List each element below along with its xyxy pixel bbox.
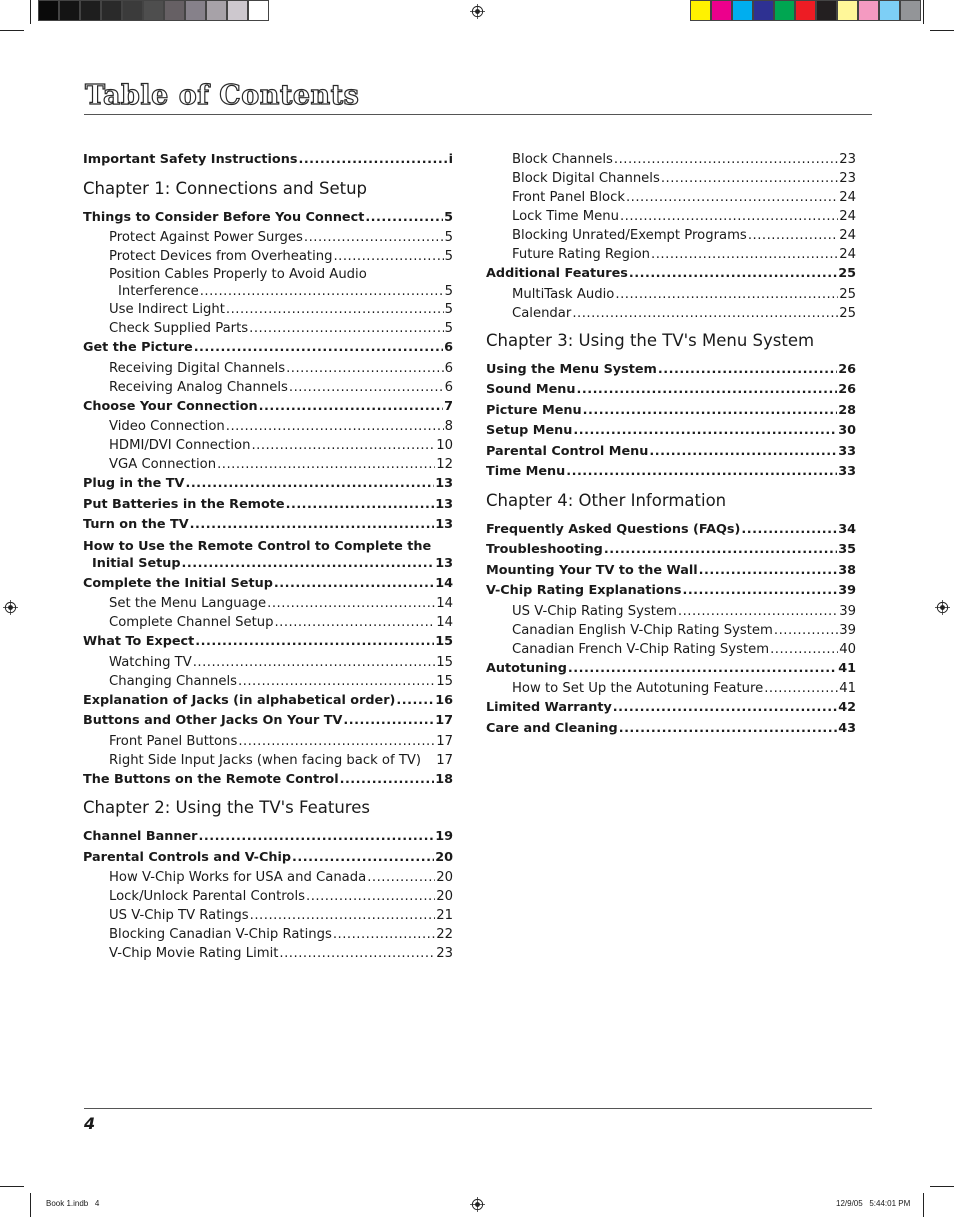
- registration-mark-icon: [3, 600, 18, 615]
- dot-leader: [774, 621, 838, 640]
- toc-entry[interactable]: [486, 304, 856, 323]
- toc-entry-label: Front Panel Block: [512, 190, 625, 205]
- dot-leader: [274, 574, 434, 595]
- toc-entry-page: 20: [435, 849, 453, 865]
- toc-entry-label: Right Side Input Jacks (when facing back of TV): [109, 752, 422, 768]
- dot-leader: [583, 401, 838, 422]
- toc-entry-page: 25: [838, 266, 856, 281]
- toc-entry-page: 12: [436, 457, 453, 472]
- dot-leader: [226, 300, 444, 319]
- dot-leader: [250, 906, 436, 925]
- toc-entry[interactable]: [486, 621, 856, 640]
- dot-leader: [620, 207, 838, 226]
- toc-entry-page: 5: [444, 321, 453, 336]
- toc-entry[interactable]: [83, 925, 453, 944]
- toc-entry-label: Protect Against Power Surges: [109, 230, 303, 245]
- toc-entry[interactable]: [486, 226, 856, 245]
- dot-leader: [200, 283, 444, 300]
- color-swatch: [227, 0, 248, 21]
- dot-leader: [614, 150, 838, 169]
- toc-entry-label: Things to Consider Before You Connect: [83, 209, 365, 225]
- toc-entry-label: Additional Features: [486, 266, 628, 281]
- toc-entry-page: 8: [444, 419, 453, 434]
- toc-entry[interactable]: [486, 401, 856, 422]
- toc-entry[interactable]: [83, 827, 453, 848]
- toc-entry-page: 7: [444, 398, 453, 414]
- toc-entry-page: 6: [444, 360, 453, 376]
- color-swatch: [164, 0, 185, 21]
- toc-entry-label: VGA Connection: [109, 457, 217, 472]
- toc-entry-label: Buttons and Other Jacks On Your TV: [83, 713, 343, 728]
- toc-entry-page: 24: [839, 247, 856, 262]
- toc-entry-label: Setup Menu: [486, 423, 573, 438]
- dot-leader: [699, 561, 838, 582]
- toc-entry[interactable]: [486, 421, 856, 442]
- dot-leader: [626, 188, 838, 207]
- toc-entry-label: How V-Chip Works for USA and Canada: [109, 870, 367, 885]
- dot-leader: [604, 540, 837, 561]
- toc-entry-label: Put Batteries in the Remote: [83, 496, 285, 512]
- dot-leader: [576, 380, 837, 401]
- toc-entry-page: 5: [444, 209, 453, 225]
- toc-entry[interactable]: [486, 602, 856, 621]
- toc-entry-page: 30: [838, 423, 856, 438]
- toc-entry-page: 38: [838, 562, 856, 578]
- registration-mark-icon: [470, 1197, 485, 1212]
- toc-entry-page: 13: [435, 476, 453, 491]
- toc-entry-label: Picture Menu: [486, 402, 582, 418]
- toc-entry[interactable]: [83, 495, 453, 516]
- toc-entry-page: 24: [839, 228, 856, 243]
- color-swatch: [711, 0, 732, 21]
- toc-entry[interactable]: [486, 561, 856, 582]
- toc-entry[interactable]: [83, 868, 453, 887]
- toc-entry-label: Receiving Analog Channels: [109, 379, 288, 395]
- crop-mark: [923, 1193, 924, 1217]
- toc-entry-label: Calendar: [512, 305, 572, 321]
- dot-leader: [651, 245, 838, 264]
- toc-entry[interactable]: [83, 555, 453, 572]
- toc-entry-page: 41: [838, 660, 856, 676]
- toc-entry[interactable]: [486, 659, 856, 680]
- toc-entry-label: Interference: [118, 284, 199, 299]
- dot-leader: [195, 632, 434, 653]
- toc-entry-page: 5: [444, 302, 453, 317]
- dot-leader: [185, 474, 434, 495]
- toc-entry[interactable]: [83, 653, 453, 672]
- slug-filename: Book 1.indb 4: [46, 1199, 100, 1208]
- toc-entry[interactable]: [83, 672, 453, 691]
- toc-entry-label: V-Chip Movie Rating Limit: [109, 946, 279, 961]
- toc-entry[interactable]: [486, 207, 856, 226]
- dot-leader: [764, 679, 838, 698]
- color-swatch: [795, 0, 816, 21]
- color-swatch: [732, 0, 753, 21]
- toc-entry-page: 18: [435, 771, 453, 787]
- dot-leader: [682, 581, 837, 602]
- toc-entry-page: 23: [839, 152, 856, 167]
- toc-entry-page: 25: [839, 286, 856, 302]
- dot-leader: [333, 925, 435, 944]
- toc-left-column: [83, 150, 453, 963]
- toc-entry[interactable]: [486, 169, 856, 188]
- toc-entry-label: US V-Chip TV Ratings: [109, 908, 249, 923]
- color-swatch: [59, 0, 80, 21]
- toc-entry-page: 20: [436, 889, 453, 904]
- toc-entry[interactable]: [486, 581, 856, 602]
- toc-entry-label: Set the Menu Language: [109, 596, 267, 611]
- toc-entry-page: 19: [435, 829, 453, 844]
- toc-entry[interactable]: [486, 360, 856, 381]
- dot-leader: [190, 515, 435, 536]
- toc-entry-label: Video Connection: [109, 419, 225, 434]
- toc-entry[interactable]: [83, 208, 453, 229]
- dot-leader: [658, 360, 837, 381]
- toc-right-column: [486, 150, 856, 739]
- dot-leader: [340, 770, 435, 791]
- dot-leader: [615, 285, 838, 304]
- toc-entry-page: 15: [436, 673, 453, 689]
- toc-entry[interactable]: [83, 632, 453, 653]
- toc-entry-label: Initial Setup: [92, 555, 181, 571]
- color-swatch: [122, 0, 143, 21]
- dot-leader: [289, 378, 444, 397]
- toc-entry-label: The Buttons on the Remote Control: [83, 771, 339, 787]
- toc-entry-page: 16: [435, 692, 453, 708]
- toc-entry-page: 40: [839, 641, 856, 657]
- toc-entry-label: Blocking Unrated/Exempt Programs: [512, 228, 747, 243]
- dot-leader: [238, 732, 435, 751]
- toc-entry-page: 5: [444, 284, 453, 299]
- toc-entry-page: 23: [436, 946, 453, 961]
- dot-leader: [292, 848, 434, 869]
- toc-entry[interactable]: [486, 640, 856, 659]
- page-title: Table of Contents: [85, 80, 360, 111]
- color-swatch: [900, 0, 921, 21]
- toc-entry-label: Complete Channel Setup: [109, 615, 274, 630]
- toc-entry[interactable]: [486, 540, 856, 561]
- toc-entry-page: 28: [838, 402, 856, 418]
- dot-leader: [306, 887, 435, 906]
- toc-entry[interactable]: [486, 520, 856, 541]
- crop-mark: [0, 30, 24, 31]
- dot-leader: [267, 594, 435, 613]
- toc-entry-label: MultiTask Audio: [512, 286, 615, 302]
- toc-entry-label: Parental Controls and V-Chip: [83, 849, 292, 865]
- dot-leader: [649, 442, 837, 463]
- dot-leader: [629, 264, 837, 285]
- grayscale-color-bar: [38, 0, 269, 21]
- toc-entry-label: Care and Cleaning: [486, 720, 618, 736]
- toc-entry-page: 14: [436, 615, 453, 630]
- toc-entry-page: 24: [839, 209, 856, 224]
- toc-entry[interactable]: [109, 283, 453, 300]
- toc-entry-label: Block Channels: [512, 152, 613, 167]
- toc-entry[interactable]: [83, 300, 453, 319]
- color-swatch: [143, 0, 164, 21]
- toc-entry-label: HDMI/DVI Connection: [109, 438, 251, 453]
- toc-entry-label: V-Chip Rating Explanations: [486, 583, 682, 598]
- toc-entry-page: 22: [436, 927, 453, 942]
- toc-entry-label: Use Indirect Light: [109, 302, 225, 317]
- registration-mark-icon: [470, 4, 485, 19]
- toc-entry-label: Turn on the TV: [83, 517, 189, 532]
- color-swatch: [753, 0, 774, 21]
- toc-entry-label: US V-Chip Rating System: [512, 603, 677, 619]
- toc-entry-label: What To Expect: [83, 634, 195, 649]
- dot-leader: [333, 247, 443, 266]
- toc-entry-page: 39: [838, 583, 856, 598]
- toc-entry[interactable]: [83, 594, 453, 613]
- color-swatch: [858, 0, 879, 21]
- toc-entry-page: 20: [436, 870, 453, 885]
- title-rule: [84, 114, 872, 115]
- toc-entry-page: 35: [838, 542, 856, 557]
- dot-leader: [365, 208, 443, 229]
- dot-leader: [194, 338, 443, 359]
- toc-entry[interactable]: [83, 338, 453, 359]
- toc-entry-label: Important Safety Instructions: [83, 152, 298, 167]
- color-swatch: [837, 0, 858, 21]
- toc-entry-label: Front Panel Buttons: [109, 733, 238, 749]
- dot-leader: [748, 226, 838, 245]
- toc-entry-page: 10: [436, 438, 453, 453]
- toc-entry-page: 15: [436, 654, 453, 670]
- toc-entry-label: Limited Warranty: [486, 700, 612, 715]
- toc-entry-label: Receiving Digital Channels: [109, 360, 286, 376]
- toc-entry-page: 39: [839, 603, 856, 619]
- toc-entry[interactable]: [83, 474, 453, 495]
- color-swatch: [774, 0, 795, 21]
- toc-entry[interactable]: [486, 188, 856, 207]
- toc-entry-label: Mounting Your TV to the Wall: [486, 562, 698, 578]
- chapter-heading: Chapter 1: Connections and Setup: [83, 178, 368, 198]
- toc-entry[interactable]: [83, 455, 453, 474]
- toc-entry[interactable]: [83, 711, 453, 732]
- dot-leader: [661, 169, 838, 188]
- toc-entry[interactable]: [83, 751, 453, 770]
- toc-entry-label: Lock/Unlock Parental Controls: [109, 889, 306, 904]
- toc-entry[interactable]: [83, 417, 453, 436]
- toc-entry-label: Watching TV: [109, 654, 192, 670]
- toc-entry-label: Future Rating Region: [512, 247, 651, 262]
- toc-entry-label: Explanation of Jacks (in alphabetical order): [83, 692, 396, 708]
- toc-entry-label: Frequently Asked Questions (FAQs): [486, 521, 741, 537]
- toc-entry-label: Blocking Canadian V-Chip Ratings: [109, 927, 332, 942]
- toc-entry-label: Sound Menu: [486, 382, 576, 397]
- crop-mark: [923, 0, 924, 24]
- toc-entry-page: 26: [838, 361, 856, 377]
- toc-entry[interactable]: [83, 574, 453, 595]
- toc-entry[interactable]: [83, 613, 453, 632]
- toc-entry-label: How to Use the Remote Control to Complete the: [83, 538, 432, 554]
- toc-entry-label: Changing Channels: [109, 673, 237, 689]
- toc-entry[interactable]: [486, 245, 856, 264]
- toc-entry[interactable]: [83, 538, 453, 572]
- toc-entry-label: Complete the Initial Setup: [83, 575, 273, 591]
- color-swatch: [879, 0, 900, 21]
- toc-entry[interactable]: [486, 442, 856, 463]
- toc-entry-label: Troubleshooting: [486, 542, 603, 557]
- toc-entry-page: 6: [444, 340, 453, 355]
- toc-entry-label: Plug in the TV: [83, 476, 185, 491]
- toc-entry[interactable]: [83, 397, 453, 418]
- toc-entry[interactable]: [83, 228, 453, 247]
- page-number: 4: [84, 1114, 96, 1133]
- toc-entry-page: 5: [444, 230, 453, 245]
- toc-entry-page: 26: [838, 382, 856, 397]
- dot-leader: [573, 421, 837, 442]
- toc-entry[interactable]: [83, 848, 453, 869]
- chapter-heading: Chapter 2: Using the TV's Features: [83, 798, 370, 817]
- toc-entry-label: Choose Your Connection: [83, 398, 258, 414]
- toc-entry-label: Using the Menu System: [486, 361, 657, 377]
- dot-leader: [298, 150, 447, 171]
- toc-entry[interactable]: [486, 150, 856, 169]
- toc-entry-label: Time Menu: [486, 464, 566, 479]
- dot-leader: [566, 462, 837, 483]
- dot-leader: [249, 319, 443, 338]
- toc-entry[interactable]: [486, 380, 856, 401]
- toc-entry[interactable]: [486, 698, 856, 719]
- toc-entry-page: 33: [838, 464, 856, 479]
- toc-entry-page: 15: [435, 634, 453, 649]
- toc-entry[interactable]: [486, 285, 856, 304]
- toc-entry[interactable]: [83, 266, 453, 300]
- crop-mark: [930, 1186, 954, 1187]
- toc-entry-page: 42: [838, 700, 856, 715]
- crop-mark: [930, 30, 954, 31]
- slug-timestamp: 12/9/05 5:44:01 PM: [836, 1199, 911, 1208]
- toc-entry-label: Canadian English V-Chip Rating System: [512, 622, 773, 638]
- dot-leader: [238, 672, 435, 691]
- dot-leader: [286, 359, 444, 378]
- chapter-heading: Chapter 3: Using the TV's Menu System: [486, 330, 815, 350]
- toc-entry[interactable]: [486, 719, 856, 740]
- dot-leader: [741, 520, 837, 541]
- toc-entry-page: 43: [838, 720, 856, 736]
- color-swatch: [816, 0, 837, 21]
- toc-entry-page: i: [448, 152, 453, 167]
- toc-entry-page: 23: [839, 171, 856, 186]
- dot-leader: [193, 653, 436, 672]
- dot-leader: [343, 711, 434, 732]
- toc-entry[interactable]: [83, 150, 453, 171]
- crop-mark: [30, 1193, 31, 1217]
- toc-entry-label: How to Set Up the Autotuning Feature: [512, 681, 764, 696]
- color-swatch: [38, 0, 59, 21]
- toc-entry-page: 17: [436, 733, 453, 749]
- dot-leader: [274, 613, 435, 632]
- toc-entry[interactable]: [486, 679, 856, 698]
- toc-entry[interactable]: [83, 906, 453, 925]
- toc-entry-page: 17: [436, 752, 453, 768]
- dot-leader: [217, 455, 435, 474]
- toc-entry-label: Autotuning: [486, 660, 567, 676]
- toc-entry-page: 21: [436, 908, 453, 923]
- toc-entry[interactable]: [83, 515, 453, 536]
- toc-entry[interactable]: [83, 247, 453, 266]
- dot-leader: [568, 659, 837, 680]
- dot-leader: [286, 495, 435, 516]
- color-swatch: [248, 0, 269, 21]
- color-swatch: [80, 0, 101, 21]
- toc-entry[interactable]: [83, 359, 453, 378]
- toc-entry-label: Check Supplied Parts: [109, 321, 249, 336]
- dot-leader: [613, 698, 837, 719]
- toc-entry-page: 13: [435, 555, 453, 571]
- chapter-heading: Chapter 4: Other Information: [486, 490, 727, 510]
- color-swatch: [101, 0, 122, 21]
- toc-entry-page: 33: [838, 443, 856, 459]
- cmyk-color-bar: [690, 0, 921, 21]
- dot-leader: [367, 868, 435, 887]
- toc-entry-page: 14: [435, 575, 453, 591]
- toc-entry-label: Lock Time Menu: [512, 209, 619, 224]
- dot-leader: [198, 827, 434, 848]
- color-swatch: [690, 0, 711, 21]
- dot-leader: [182, 555, 435, 572]
- dot-leader: [251, 436, 435, 455]
- toc-entry[interactable]: [83, 691, 453, 712]
- dot-leader: [678, 602, 838, 621]
- toc-entry[interactable]: [486, 462, 856, 483]
- dot-leader: [279, 944, 435, 963]
- toc-entry-page: 5: [444, 249, 453, 264]
- dot-leader: [226, 417, 444, 436]
- toc-entry[interactable]: [83, 436, 453, 455]
- dot-leader: [259, 397, 443, 418]
- toc-entry-label: Get the Picture: [83, 340, 193, 355]
- color-swatch: [185, 0, 206, 21]
- toc-entry-page: 41: [839, 681, 856, 696]
- toc-entry-page: 13: [435, 496, 453, 512]
- dot-leader: [619, 719, 837, 740]
- toc-entry-page: 13: [435, 517, 453, 532]
- toc-entry[interactable]: [83, 887, 453, 906]
- toc-entry-label: Protect Devices from Overheating: [109, 249, 333, 264]
- toc-entry-label: Position Cables Properly to Avoid Audio: [109, 267, 367, 282]
- toc-entry[interactable]: [83, 732, 453, 751]
- crop-mark: [30, 0, 31, 24]
- toc-entry-label: Channel Banner: [83, 829, 198, 844]
- toc-entry-page: 39: [839, 622, 856, 638]
- toc-entry-label: Canadian French V-Chip Rating System: [512, 641, 770, 657]
- footer-rule: [84, 1108, 872, 1109]
- toc-entry-label: Parental Control Menu: [486, 443, 649, 459]
- dot-leader: [396, 691, 434, 712]
- toc-entry-page: 14: [436, 596, 453, 611]
- dot-leader: [572, 304, 838, 323]
- toc-entry-page: 6: [444, 379, 453, 395]
- dot-leader: [304, 228, 444, 247]
- toc-entry[interactable]: [486, 264, 856, 285]
- registration-mark-icon: [935, 600, 950, 615]
- toc-entry-page: 24: [839, 190, 856, 205]
- toc-entry[interactable]: [83, 378, 453, 397]
- toc-entry[interactable]: [83, 944, 453, 963]
- crop-mark: [0, 1186, 24, 1187]
- toc-entry[interactable]: [83, 319, 453, 338]
- color-swatch: [206, 0, 227, 21]
- toc-entry-label: Block Digital Channels: [512, 171, 660, 186]
- toc-entry-page: 34: [838, 521, 856, 537]
- dot-leader: [770, 640, 838, 659]
- toc-entry-page: 17: [435, 713, 453, 728]
- toc-entry-page: 25: [839, 305, 856, 321]
- toc-entry[interactable]: [83, 770, 453, 791]
